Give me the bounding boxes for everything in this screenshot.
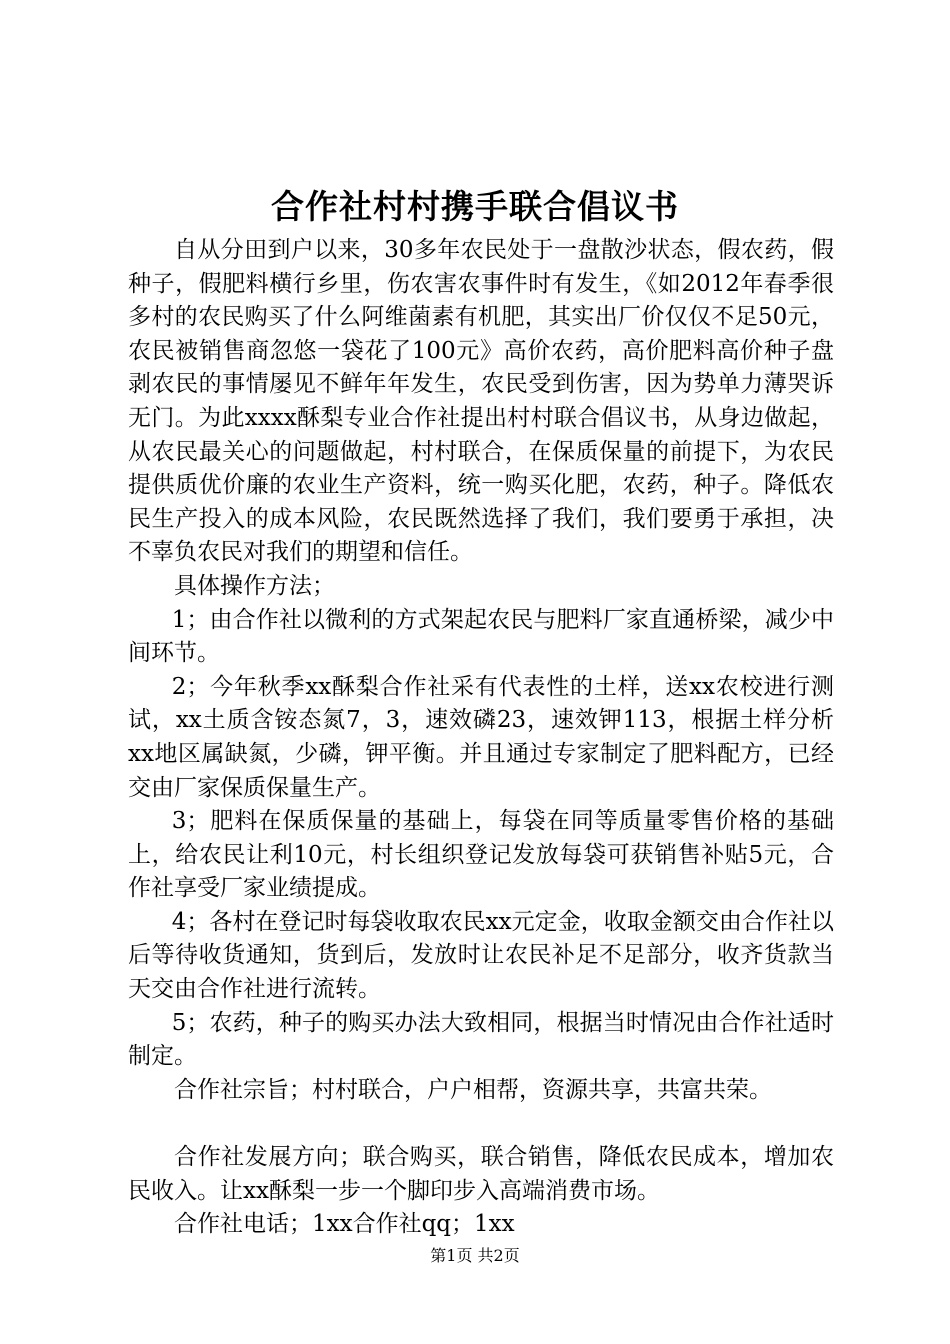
paragraph-spacer xyxy=(128,1107,834,1141)
paragraph-step-1: 1；由合作社以微利的方式架起农民与肥料厂家直通桥梁，减少中间环节。 xyxy=(128,606,834,667)
paragraph-step-4: 4；各村在登记时每袋收取农民xx元定金，收取金额交由合作社以后等待收货通知，货到后，发放时让农民补足不足部分，收齐货款当天交由合作社进行流转。 xyxy=(128,908,834,1003)
paragraph-step-5: 5；农药，种子的购买办法大致相同，根据当时情况由合作社适时制定。 xyxy=(128,1009,834,1070)
paragraph-methods-heading: 具体操作方法； xyxy=(174,572,335,599)
document-title: 合作社村村携手联合倡议书 xyxy=(271,187,679,226)
paragraph-step-3: 3；肥料在保质保量的基础上，每袋在同等质量零售价格的基础上，给农民让利10元，村长组织登记发放每袋可获销售补贴5元，合作社享受厂家业绩提成。 xyxy=(128,808,834,902)
paragraph-direction: 合作社发展方向；联合购买，联合销售，降低农民成本，增加农民收入。让xx酥梨一步一个脚印步入高端消费市场。 xyxy=(128,1144,834,1204)
paragraph-purpose: 合作社宗旨；村村联合，户户相帮，资源共享，共富共荣。 xyxy=(174,1076,772,1103)
paragraph-intro: 自从分田到户以来，30多年农民处于一盘散沙状态，假农药，假种子，假肥料横行乡里，伤农害农事件时有发生，《如2012年春季很多村的农民购买了什么阿维菌素有机肥，其实出厂价仅仅不足50元，农民被销售商忽悠一袋花了100元》高价农药，高价肥料高价种子盘剥农民的事情屡见不鲜年年发生，农民受到伤害，因为势单力薄哭诉无门。为此xxxx酥梨专业合作社提出村村联合倡议书，从身边做起，从农民最关心的问题做起，村村联合，在保质保量的前提下，为农民提供质优价廉的农业生产资料，统一购买化肥，农药，种子。降低农民生产投入的成本风险，农民既然选择了我们，我们要勇于承担，决不辜负农民对我们的期望和信任。 xyxy=(128,237,834,566)
document-body xyxy=(128,234,834,1242)
paragraph-contact: 合作社电话；1xx合作社qq；1xx xyxy=(174,1211,515,1238)
paragraph-step-2: 2；今年秋季xx酥梨合作社采有代表性的土样，送xx农校进行测试，xx土质含铵态氮7，3，速效磷23，速效钾113，根据土样分析xx地区属缺氮，少磷，钾平衡。并且通过专家制定了肥料配方，已经交由厂家保质保量生产。 xyxy=(128,673,834,801)
page-footer: 第1页 共2页 xyxy=(430,1246,520,1265)
